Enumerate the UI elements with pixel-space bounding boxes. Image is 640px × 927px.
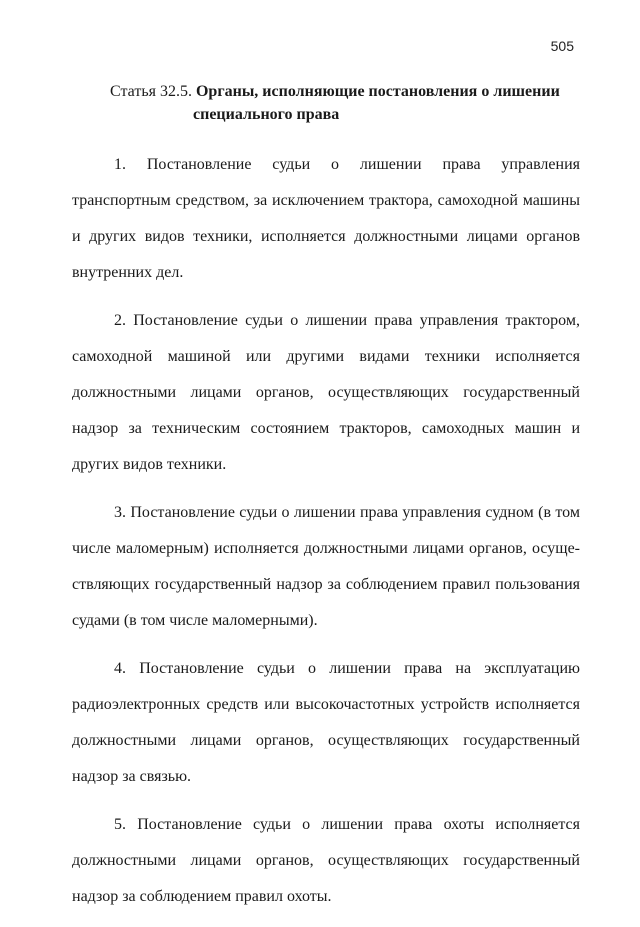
article-number: Статья 32.5.	[110, 83, 192, 100]
paragraph-5: 5. Постановление судьи о лишении права охоты исполняется должностными лицами органов, осуществляющих государственный надзор за соблюдением правил охоты.	[72, 816, 580, 905]
page-number: 505	[550, 38, 574, 54]
paragraph-3: 3. Постановление судьи о лишении права управления судном (в том числе маломерным) исполняется должностными лицами органов, осуществляющих государственный надзор за соблюдением правил пользования судами (в том числе маломерными).	[72, 504, 580, 629]
paragraph-1: 1. Постановление судьи о лишении права управления транспортным средством, за исключением трактора, самоходной машины и других видов техники, исполняется должностными лицами органов внутренних дел.	[72, 156, 580, 281]
article-heading	[110, 80, 580, 126]
paragraph-2: 2. Постановление судьи о лишении права управления трактором, самоходной машиной или другими видами техники исполняется должностными лицами органов, осуществляющих государственный надзор за техническим состоянием тракторов, самоходных машин и других видов техники.	[72, 312, 580, 473]
article-title-line-1: Органы, исполняющие постановления о лишении	[195, 83, 560, 100]
article-title-line-2: специального права	[193, 106, 340, 123]
article-body	[72, 147, 580, 927]
paragraph-4: 4. Постановление судьи о лишении права на эксплуатацию радиоэлектронных средств или высокочастотных устройств исполняется должностными лицами органов, осуществляющих государственный надзор за связью.	[72, 660, 580, 785]
